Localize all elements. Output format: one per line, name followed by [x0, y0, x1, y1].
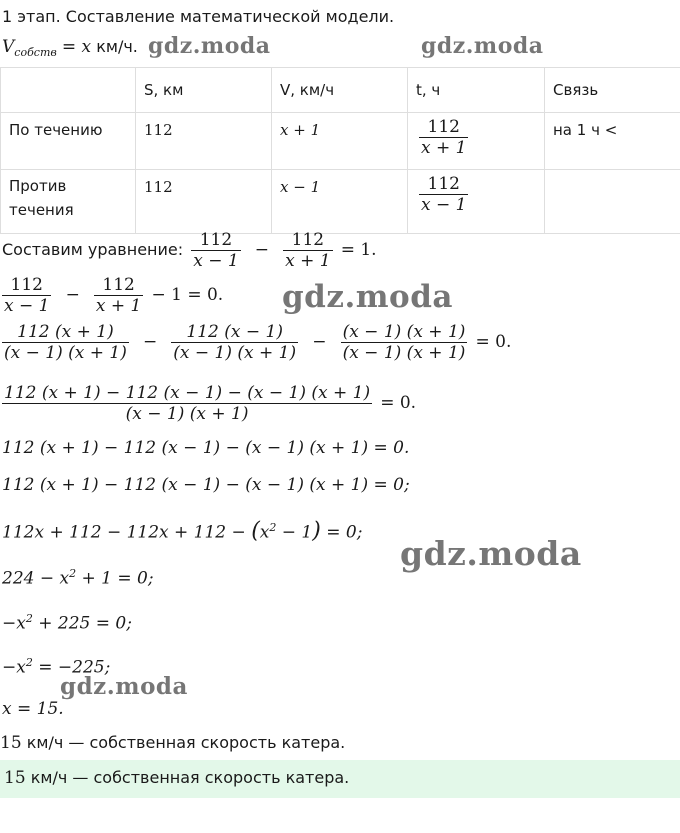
- equation-setup: Составим уравнение: $\frac{112}{x - 1}$ − $\frac{112}{x + 1}$ = 1.: [2, 230, 377, 271]
- time-fraction: $\frac{112}{x - 1}$: [421, 174, 467, 215]
- row-speed: x − 1: [272, 170, 408, 234]
- equation-step: $\frac{112}{x - 1}$ − $\frac{112}{x + 1}$ − 1 = 0.: [4, 275, 224, 316]
- equation-step: 112 (x + 1) − 112 (x − 1) − (x − 1) (x + 1) = 0;: [2, 475, 410, 495]
- answer-box: 15 км/ч — собственная скорость катера.: [0, 760, 680, 798]
- row-time: [408, 113, 545, 170]
- equation-step: 112 (x + 1) − 112 (x − 1) − (x − 1) (x + 1) = 0.: [2, 438, 410, 458]
- row-label: По течению: [1, 113, 136, 170]
- table-row: [1, 113, 680, 170]
- watermark: gdz.moda: [148, 33, 271, 59]
- equation-step: $224 - x^2 + 1 = 0$;: [2, 567, 154, 589]
- table-row: [1, 170, 680, 234]
- stage-title: 1 этап. Составление математической модели.: [2, 7, 395, 26]
- table-header-relation: Связь: [545, 68, 680, 113]
- row-label: Против течения: [1, 170, 136, 234]
- row-distance: 112: [136, 113, 272, 170]
- table-header-time: t, ч: [408, 68, 545, 113]
- equation-step: $-x^2 + 225 = 0$;: [2, 612, 132, 634]
- equation-step: $\frac{112 (x + 1) - 112 (x - 1) - (x - 1) (x + 1)}{(x - 1) (x + 1)}$ = 0.: [4, 383, 417, 424]
- row-time: [408, 170, 545, 234]
- watermark: gdz.moda: [60, 673, 188, 700]
- row-distance: 112: [136, 170, 272, 234]
- watermark: gdz.moda: [421, 33, 544, 59]
- equation-step: $-x^2 = -225$;: [2, 656, 111, 678]
- equation-step: $\frac{112 (x + 1)}{(x - 1) (x + 1)}$ − $\frac{112 (x - 1)}{(x - 1) (x + 1)}$ − $\frac{(x - 1) (x + 1)}{(x - 1) (x + 1)}$ = 0.: [4, 322, 512, 363]
- row-relation: на 1 ч <: [545, 113, 680, 170]
- equation-step: $112x + 112 - 112x + 112 - (x^2 - 1) = 0$;: [2, 518, 363, 544]
- watermark: gdz.moda: [400, 534, 582, 573]
- row-relation: [545, 170, 680, 234]
- table-header-distance: S, км: [136, 68, 272, 113]
- data-table: [0, 67, 680, 234]
- watermark: gdz.moda: [282, 279, 453, 315]
- speed-definition: $V_{собств} = x$ км/ч.: [2, 37, 138, 60]
- time-fraction: $\frac{112}{x + 1}$: [421, 117, 467, 158]
- answer-text: 15 км/ч — собственная скорость катера.: [0, 733, 346, 753]
- solution-result: x = 15.: [2, 699, 64, 719]
- table-header-speed: V, км/ч: [272, 68, 408, 113]
- table-header-row: [1, 68, 680, 113]
- table-header-empty: [1, 68, 136, 113]
- row-speed: x + 1: [272, 113, 408, 170]
